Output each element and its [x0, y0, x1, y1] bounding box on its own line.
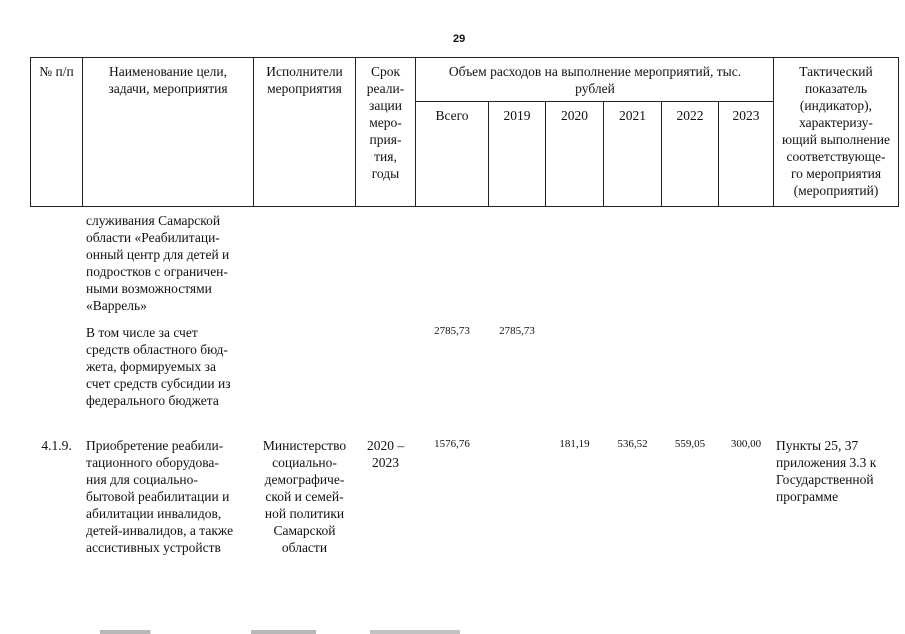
row-name-line: служивания Самарской	[86, 213, 221, 228]
row-term	[356, 437, 415, 471]
header-term	[356, 63, 415, 182]
row-indicator-line: программе	[776, 489, 839, 504]
header-term-line: прия-	[369, 132, 402, 147]
row-total: 2785,73	[434, 325, 470, 337]
header-indicator-line: ющий выполнение	[782, 132, 890, 147]
row-executor-line: социально-	[272, 455, 337, 470]
row-value-2022: 559,05	[674, 438, 706, 450]
row-number: 4.1.9.	[41, 438, 72, 453]
header-indicator-line: (индикатор),	[799, 98, 873, 113]
row-executor-line: ной политики	[264, 506, 345, 521]
row-name-line: тационного оборудова-	[86, 455, 219, 470]
header-number: № п/п	[39, 64, 74, 79]
row-name-line: области «Реабилитаци-	[86, 230, 220, 245]
row-name-line: детей-инвалидов, а также	[86, 523, 234, 538]
header-term-line: годы	[371, 166, 400, 181]
row-indicator	[776, 437, 895, 505]
header-total: Всего	[435, 108, 469, 123]
row-name-line: Приобретение реабили-	[86, 438, 224, 453]
row-name-line: средств областного бюд-	[86, 342, 228, 357]
row-value-2019: 2785,73	[499, 325, 535, 337]
header-indicator-line: (мероприятий)	[793, 183, 879, 198]
header-indicator-line: характеризу-	[799, 115, 873, 130]
row-name	[86, 437, 249, 556]
row-executor-line: демографиче-	[264, 472, 345, 487]
header-year-2023: 2023	[732, 108, 760, 123]
header-indicator-line: Тактический	[799, 64, 873, 79]
row-executor-line: ской и семей-	[265, 489, 344, 504]
row-name-line: ассистивных устройств	[86, 540, 221, 555]
row-term-line: 2023	[372, 455, 399, 470]
row-term-line: 2020 –	[366, 438, 405, 453]
row-executor-line: Министерство	[262, 438, 347, 453]
header-term-line: меро-	[369, 115, 402, 130]
header-indicator-line: показатель	[804, 81, 868, 96]
row-name-line: «Варрель»	[86, 298, 147, 313]
row-name-line: ными возможностями	[86, 281, 212, 296]
header-term-line: Срок	[370, 64, 401, 79]
row-name	[86, 324, 249, 409]
header-term-line: зации	[369, 98, 402, 113]
row-name-line: онный центр для детей и	[86, 247, 230, 262]
row-name-line: федерального бюджета	[86, 393, 219, 408]
row-value-2020: 181,19	[559, 438, 590, 450]
header-indicator	[774, 63, 898, 199]
row-name-line: счет средств субсидии из	[86, 376, 231, 391]
header-year-2022: 2022	[676, 108, 704, 123]
header-indicator-line: го мероприятия	[790, 166, 882, 181]
row-indicator-line: приложения 3.3 к	[776, 455, 877, 470]
row-value-2023: 300,00	[730, 438, 762, 450]
row-name-line: абилитации инвалидов,	[86, 506, 222, 521]
row-value-2021: 536,52	[617, 438, 648, 450]
header-executors: Исполнители мероприятия	[266, 64, 343, 96]
header-expense-title: Объем расходов на выполнение мероприятий, тыс. рублей	[448, 64, 742, 96]
row-executor	[256, 437, 353, 556]
row-name-line: ния для социально-	[86, 472, 198, 487]
row-indicator-line: Государственной	[776, 472, 874, 487]
header-year-2021: 2021	[619, 108, 646, 123]
header-indicator-line: соответствующе-	[786, 149, 886, 164]
row-name-line: В том числе за счет	[86, 325, 198, 340]
row-name	[86, 212, 249, 314]
row-name-line: бытовой реабилитации и	[86, 489, 230, 504]
header-year-2019: 2019	[503, 108, 531, 123]
page-number: 29	[453, 33, 466, 45]
header-term-line: тия,	[374, 149, 397, 164]
row-executor-line: области	[281, 540, 328, 555]
row-indicator-line: Пункты 25, 37	[776, 438, 859, 453]
row-name-line: жета, формируемых за	[86, 359, 216, 374]
row-name-line: подростков с ограничен-	[86, 264, 228, 279]
row-total: 1576,76	[434, 438, 470, 450]
row-executor-line: Самарской	[273, 523, 336, 538]
header-name: Наименование цели, задачи, мероприятия	[108, 64, 228, 96]
scan-artifact	[100, 630, 460, 634]
header-year-2020: 2020	[561, 108, 588, 123]
header-term-line: реали-	[366, 81, 405, 96]
